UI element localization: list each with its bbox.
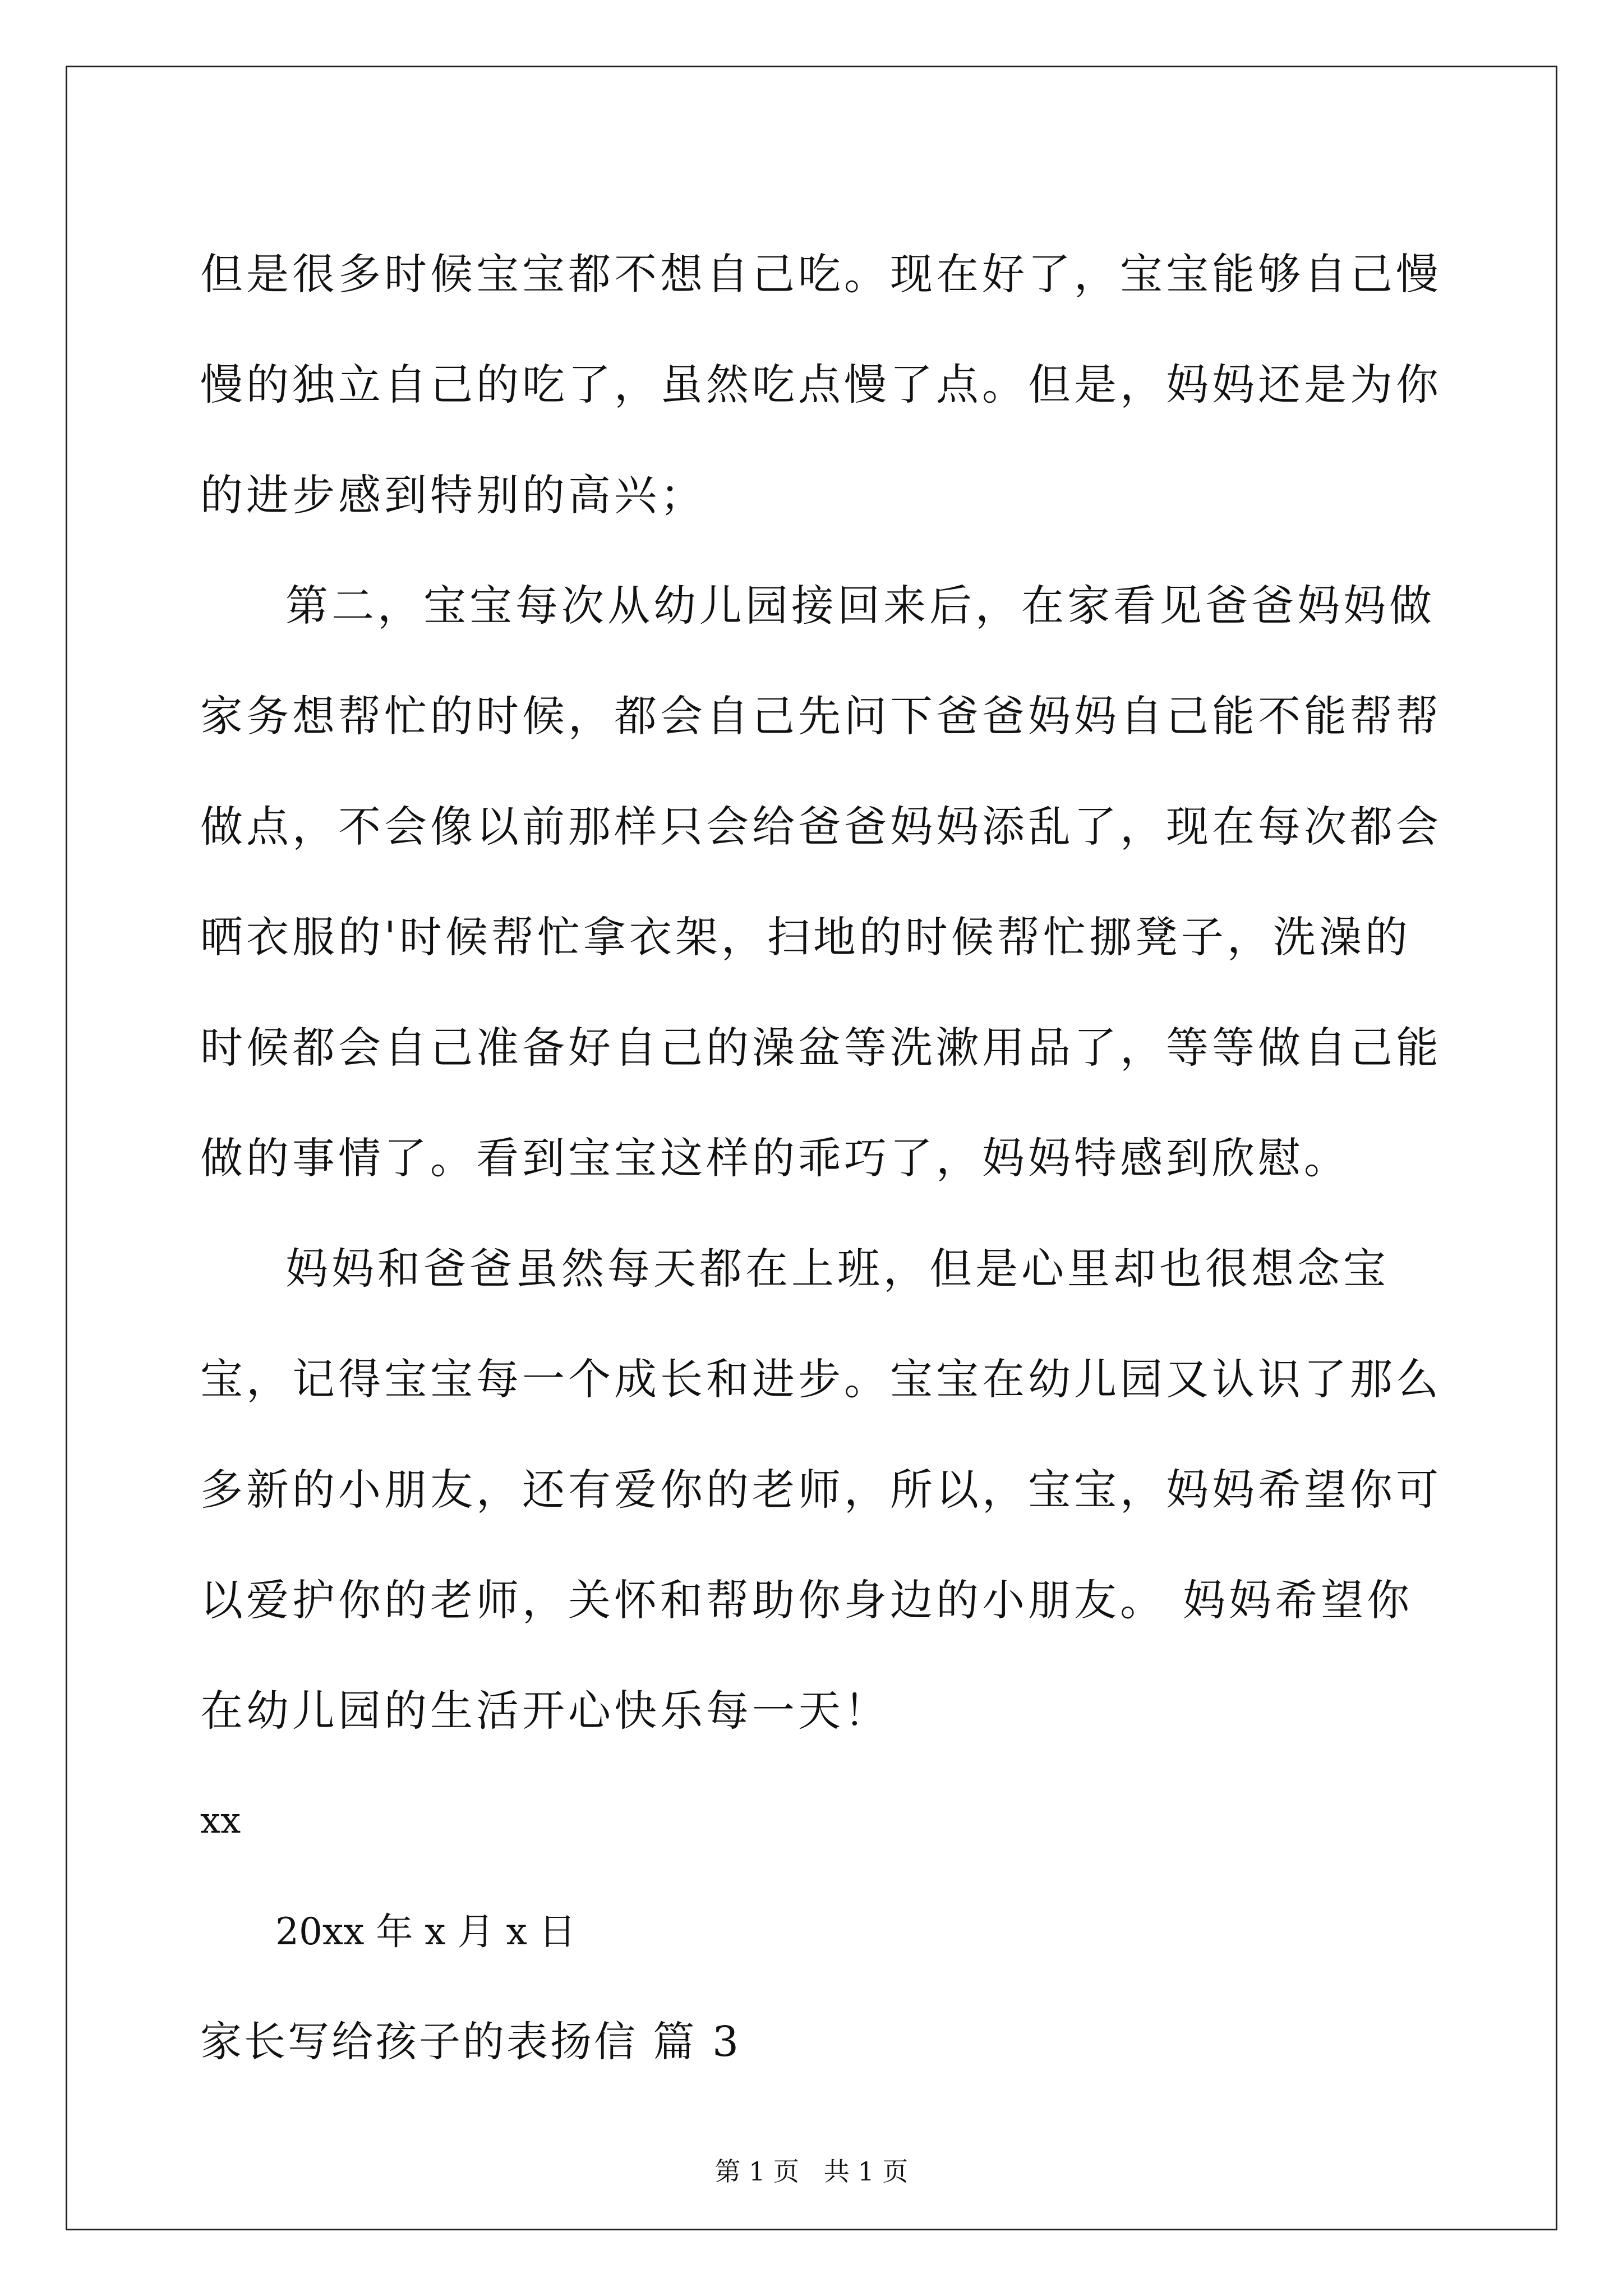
paragraph-2: 第二，宝宝每次从幼儿园接回来后，在家看见爸爸妈妈做家务想帮忙的时候，都会自己先问下爸爸妈妈自己能不能帮帮做点，不会像以前那样只会给爸爸妈妈添乱了，现在每次都会晒衣服的'时候帮忙拿衣架，扫地的时候帮忙挪凳子，洗澡的时候都会自己准备好自己的澡盆等洗漱用品了，等等做自己能做的事情了。看到宝宝这样的乖巧了，妈妈特感到欣慰。 — [200, 581, 1442, 1183]
paragraph-1: 但是很多时候宝宝都不想自己吃。现在好了，宝宝能够自己慢慢的独立自己的吃了，虽然吃点慢了点。但是，妈妈还是为你的进步感到特别的高兴； — [200, 249, 1442, 520]
paragraph-3: 妈妈和爸爸虽然每天都在上班，但是心里却也很想念宝宝，记得宝宝每一个成长和进步。宝宝在幼儿园又认识了那么多新的小朋友，还有爱你的老师，所以，宝宝，妈妈希望你可以爱护你的老师，关怀和帮助你身边的小朋友。 妈妈希望你在幼儿园的生活开心快乐每一天！ — [200, 1244, 1442, 1736]
section-heading: 家长写给孩子的表扬信 篇 3 — [200, 2018, 741, 2066]
date-line: 20xx 年 x 月 x 日 — [275, 1910, 576, 1953]
document-body — [200, 219, 1456, 2097]
page-footer: 第 1 页 共 1 页 — [714, 2156, 909, 2187]
signature: xx — [200, 1800, 241, 1842]
